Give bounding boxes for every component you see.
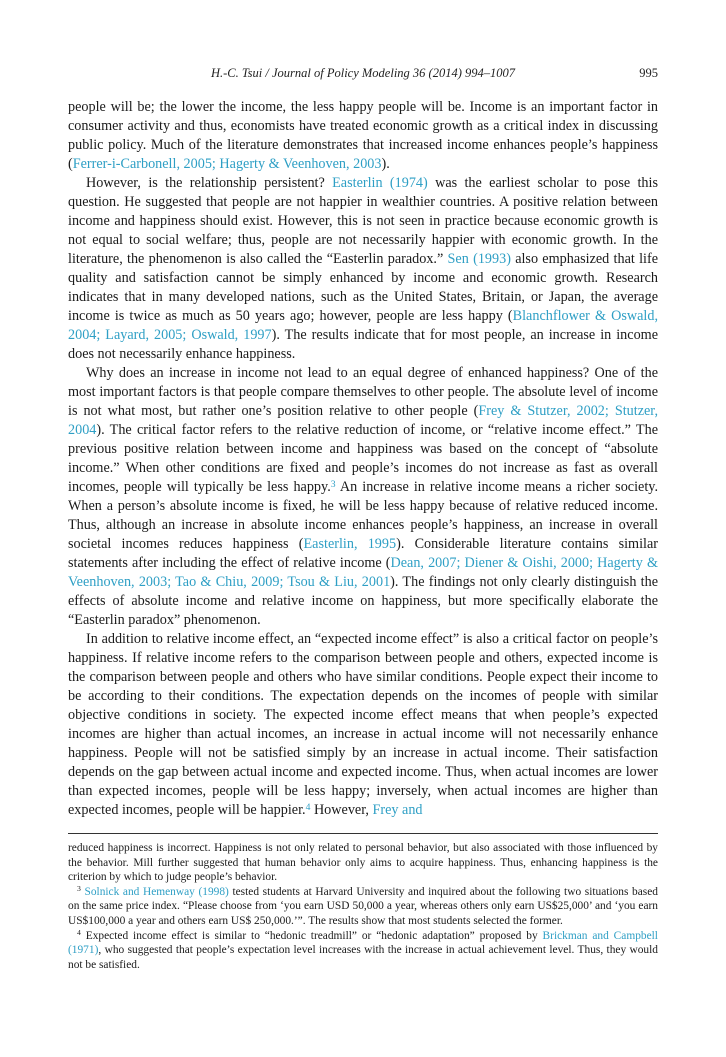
footnote-ref[interactable]: 4 — [305, 801, 311, 813]
text-run: tested students at Harvard University and inquired about the following two situations based on the same price index. “Please choose from ‘you earn USD 50,000 a year, whereas others only earn US$25,000’ and ‘you earn US$100,000 a year and others earn US$ 250,000.’”. The results show that most students selected the former. — [68, 885, 658, 927]
body-paragraph — [68, 630, 658, 820]
text-run: An increase in relative income means a richer society. When a person’s absolute income is fixed, he will be less happy because of relative reduced income. Thus, although an increase in absolute income enhances people’s happiness, an increase in overall societal incomes reduces happiness ( — [68, 479, 658, 552]
footnote-marker: 4 — [77, 928, 81, 938]
footnote-separator — [68, 833, 658, 834]
citation-link[interactable]: Easterlin, 1995 — [303, 536, 397, 552]
citation-link[interactable]: Dean, 2007; Diener & Oishi, 2000; Hagerty & Veenhoven, 2003; Tao & Chiu, 2009; Tsou & Liu, 2001 — [68, 555, 658, 590]
text-run: people will be; the lower the income, the less happy people will be. Income is an important factor in consumer activity and thus, economists have treated economic growth as a critical index in discussing public policy. Much of the literature demonstrates that increased income enhances people’s happiness ( — [68, 99, 658, 172]
text-run: was the earliest scholar to pose this question. He suggested that people are not happier in wealthier countries. A positive relation between income and happiness should exist. However, this is not seen in practice because economic growth is not equal to social welfare; thus, people are not necessarily happier with economic growth. In the literature, the phenomenon is also called the “Easterlin paradox.” — [68, 175, 658, 267]
footnotes-section — [68, 841, 658, 972]
footnote-marker: 3 — [77, 884, 81, 894]
text-run: ). The results indicate that for most people, an increase in income does not necessarily enhance happiness. — [68, 327, 658, 362]
text-run: ). Considerable literature contains similar statements after including the effect of relative income ( — [68, 536, 658, 571]
running-head: H.-C. Tsui / Journal of Policy Modeling 36 (2014) 994–1007 — [210, 66, 516, 80]
text-run: also emphasized that life quality and satisfaction cannot be simply enhanced by income and economic growth. Research indicates that in many developed nations, such as the United States, Britain, or Japan, the average income is twice as much as 50 years ago; however, people are less happy ( — [68, 251, 658, 324]
text-run: Why does an increase in income not lead to an equal degree of enhanced happiness? One of the most important factors is that people compare themselves to other people. The absolute level of income is not what most, but rather one’s position relative to other people ( — [68, 365, 658, 419]
footnote-ref[interactable]: 3 — [330, 478, 336, 490]
citation-link[interactable]: Sen (1993) — [447, 251, 511, 267]
body-paragraph — [68, 98, 658, 174]
footnote — [68, 841, 658, 885]
body-paragraph — [68, 364, 658, 630]
footnote — [68, 929, 658, 973]
text-run: Expected income effect is similar to “hedonic treadmill” or “hedonic adaptation” proposed by — [80, 929, 543, 942]
page-number: 995 — [639, 66, 658, 80]
body-paragraph — [68, 174, 658, 364]
text-run: , who suggested that people’s expectation level increases with the increase in actual achievement level. Thus, they would not be satisfied. — [68, 944, 658, 971]
citation-link[interactable]: Ferrer-i-Carbonell, 2005; Hagerty & Veenhoven, 2003 — [72, 156, 382, 172]
text-run: ). The findings not only clearly distinguish the effects of absolute income and relative income on happiness, but more specifically elaborate the “Easterlin paradox” phenomenon. — [68, 574, 658, 628]
text-run: ). The critical factor refers to the relative reduction of income, or “relative income effect.” The previous positive relation between income and happiness was based on the concept of “absolute income.” When other conditions are fixed and people’s incomes do not increase as fast as overall incomes, people will typically be less happy. — [68, 422, 658, 495]
citation-link[interactable]: Frey & Stutzer, 2002; Stutzer, 2004 — [68, 403, 658, 438]
footnote — [68, 885, 658, 929]
text-run: ). — [381, 156, 390, 172]
citation-link[interactable]: Easterlin (1974) — [332, 175, 428, 191]
citation-link[interactable]: Blanchflower & Oswald, 2004; Layard, 2005; Oswald, 1997 — [68, 308, 658, 343]
text-run: In addition to relative income effect, an “expected income effect” is also a critical factor on people’s happiness. If relative income refers to the comparison between people and others, expected income is the comparison between people and others who have similar conditions. People expect their income to be according to their conditions. The expectation depends on the incomes of people with similar objective conditions in society. The expected income effect means that when people’s expected incomes are higher than actual incomes, an increase in actual income will not necessarily enhance happiness. People will not be satisfied simply by an increase in actual income. Their satisfaction depends on the gap between actual income and expected income. Thus, when actual incomes are lower than expected incomes, people will be less happy; inversely, when actual incomes are higher than expected incomes, people will be happier. — [68, 631, 658, 818]
citation-link[interactable]: Solnick and Hemenway (1998) — [84, 885, 229, 898]
text-run: reduced happiness is incorrect. Happiness is not only related to personal behavior, but also associated with those influenced by the behavior. Mill further suggested that human behavior only aims to acquire happiness. Thus, enhancing happiness is the criterion by which to judge people’s behavior. — [68, 842, 658, 884]
citation-link[interactable]: Brickman and Campbell (1971) — [68, 929, 658, 957]
citation-link[interactable]: Frey and — [372, 802, 423, 818]
text-run: However, — [310, 802, 373, 818]
page-header — [68, 66, 658, 83]
text-run: However, is the relationship persistent? — [86, 175, 333, 191]
article-body — [68, 98, 658, 820]
